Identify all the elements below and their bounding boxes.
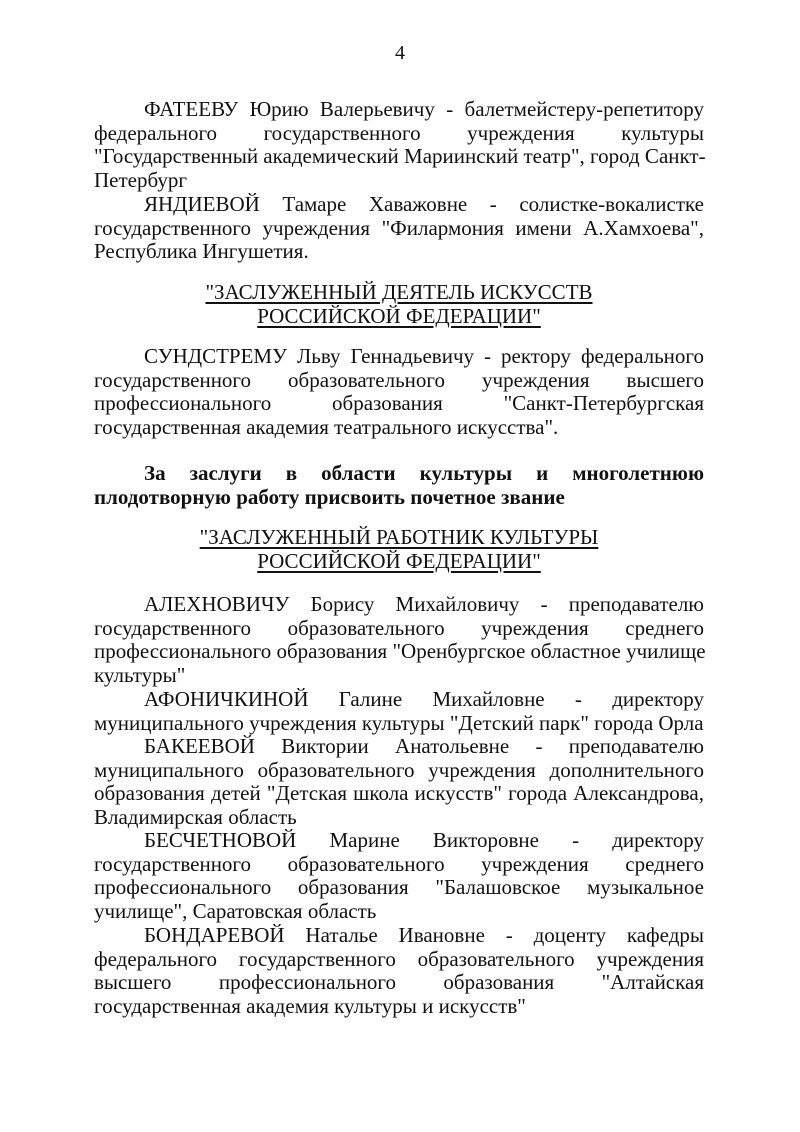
entry-line: ЯНДИЕВОЙ Тамаре Хаважовне - солистке-вокалистке [144,192,704,216]
honorary-title-heading-arts [94,281,704,328]
award-statement [94,462,704,509]
entry-line: БОНДАРЕВОЙ Наталье Ивановне - доценту кафедры [144,923,704,947]
statement-line: плодотворную работу присвоить почетное звание [94,484,565,509]
heading-line: РОССИЙСКОЙ ФЕДЕРАЦИИ" [257,303,541,328]
entry-line: государственного образовательного учреждения высшего [94,367,704,392]
entry-line: БАКЕЕВОЙ Виктории Анатольевне - преподавателю [144,734,704,758]
statement-line: За заслуги в области культуры и многолетнюю [144,461,704,485]
award-entry-afonichkina [94,688,704,735]
entry-line: культуры" [94,662,186,687]
entry-line: Петербург [94,167,187,192]
entry-line: высшего профессионального образования "Алтайская [94,970,704,995]
entry-line: СУНДСТРЕМУ Льву Геннадьевичу - ректору федерального [144,344,704,368]
entry-line: Республика Ингушетия. [94,239,309,264]
award-entry-bondareva [94,924,704,1018]
entry-line: федерального государственного учреждения культуры [94,120,704,145]
award-entry-fateev [94,98,704,192]
entry-line: БЕСЧЕТНОВОЙ Марине Викторовне - директору [144,828,704,852]
heading-line: "ЗАСЛУЖЕННЫЙ РАБОТНИК КУЛЬТУРЫ [199,525,599,549]
entry-line: федерального государственного образовательного учреждения [94,946,704,971]
entry-line: образования детей "Детская школа искусств" города Александрова, [94,781,704,806]
entry-line: государственного образовательного учреждения среднего [94,615,704,640]
entry-line: АЛЕХНОВИЧУ Борису Михайловичу - преподавателю [144,592,704,616]
award-entry-bakeeva [94,735,704,829]
entry-line: государственная академия театрального искусства". [94,414,559,439]
entry-line: профессионального образования "Балашовское музыкальное [94,875,704,900]
entry-line: государственная академия культуры и искусств" [94,993,526,1018]
heading-line: "ЗАСЛУЖЕННЫЙ ДЕЯТЕЛЬ ИСКУССТВ [205,280,593,304]
entry-line: Владимирская область [94,804,297,829]
entry-line: АФОНИЧКИНОЙ Галине Михайловне - директору [144,687,704,711]
entry-line: училище", Саратовская область [94,898,377,923]
entry-line: ФАТЕЕВУ Юрию Валерьевичу - балетмейстеру-репетитору [144,97,704,121]
entry-line: профессионального образования "Оренбургское областное училище [94,639,706,664]
award-entry-alekhnovich [94,593,704,687]
award-entry-beschetnova [94,829,704,923]
entry-line: "Государственный академический Мариинский театр", город Санкт- [94,144,706,169]
entry-line: профессионального образования "Санкт-Петербургская [94,391,704,416]
entry-line: муниципального учреждения культуры "Детский парк" города Орла [94,710,704,735]
entry-line: государственного образовательного учреждения среднего [94,851,704,876]
entry-line: муниципального образовательного учреждения дополнительного [94,757,704,782]
award-entry-sundstrem [94,345,704,439]
award-entry-yandieva [94,193,704,264]
entry-line: государственного учреждения "Филармония имени А.Хамхоева", [94,215,704,240]
honorary-title-heading-culture [94,526,704,573]
page-number: 4 [395,42,405,64]
heading-line: РОССИЙСКОЙ ФЕДЕРАЦИИ" [257,548,541,573]
